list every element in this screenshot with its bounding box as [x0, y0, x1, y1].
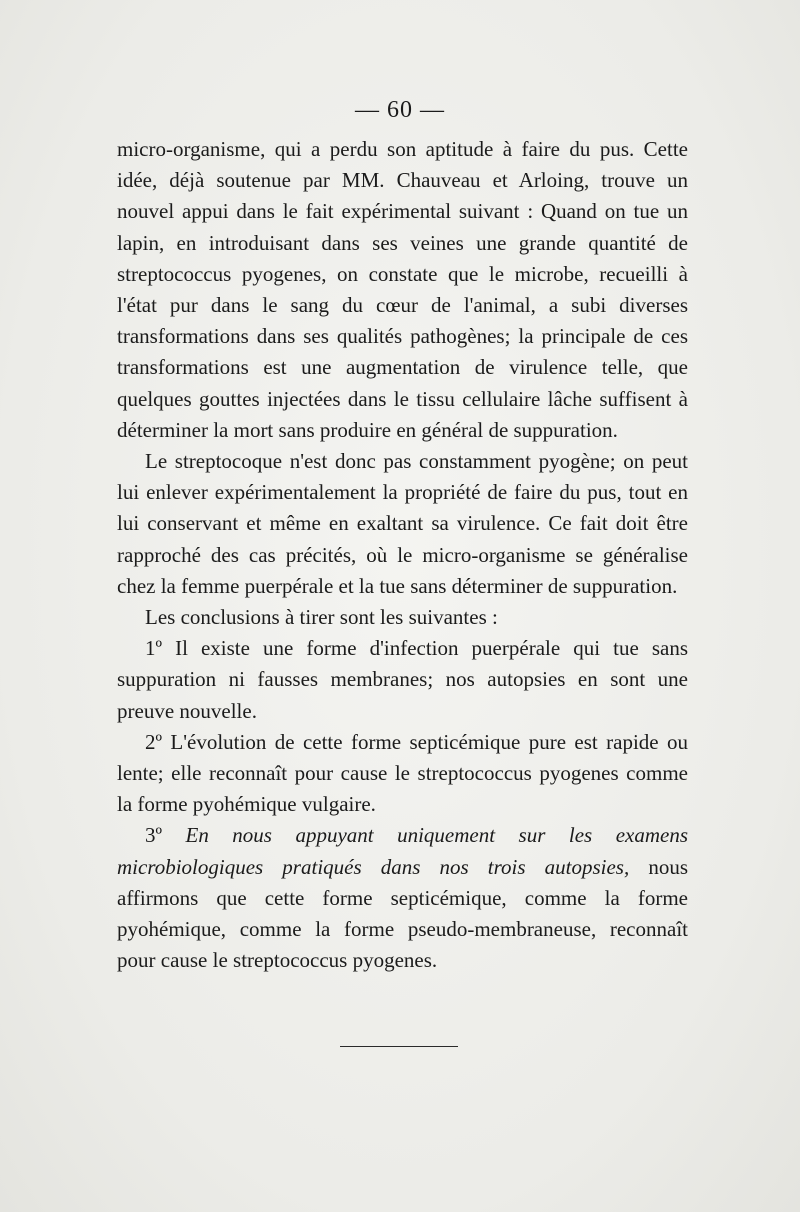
- paragraph-conclusions-intro: Les conclusions à tirer sont les suivantes :: [145, 605, 498, 630]
- paragraph-streptocoque: Le streptocoque n'est donc pas constamment pyogène; on peut lui enlever expérimentalement la propriété de faire du pus, tout en lui conservant et même en exaltant sa virulence. Ce fait doit être rapproché des cas précités, où le micro-organisme se généralise chez la femme puerpérale et la tue sans déterminer de suppuration.: [117, 449, 688, 598]
- paragraph-continuation: micro-organisme, qui a perdu son aptitude à faire du pus. Cette idée, déjà soutenue par MM. Chauveau et Arloing, trouve un nouvel appui dans le fait expérimental suivant : Quand on tue un lapin, en introduisant dans ses veines une grande quantité de streptococcus pyogenes, on constate que le microbe, recueilli à l'état pur dans le sang du cœur de l'animal, a subi diverses transformations dans ses qualités pathogènes; la principale de ces transformations est une augmentation de virulence telle, que quelques gouttes injectées dans le tissu cellulaire lâche suffisent à déterminer la mort sans produire en général de suppuration.: [117, 137, 688, 442]
- body-text: [117, 134, 688, 976]
- page-number: — 60 —: [355, 97, 445, 123]
- conclusion-3-rest: nous affirmons que cette forme septicémique, comme la forme pyohémique, comme la forme pseudo-membraneuse, reconnaît pour cause le streptococcus pyogenes.: [117, 854, 689, 973]
- conclusion-3: [117, 820, 688, 976]
- conclusion-1: 1º Il existe une forme d'infection puerpérale qui tue sans suppuration ni fausses membranes; nos autopsies en sont une preuve nouvelle.: [117, 636, 688, 723]
- conclusion-2: 2º L'évolution de cette forme septicémique pure est rapide ou lente; elle reconnaît pour cause le streptococcus pyogenes comme la forme pyohémique vulgaire.: [117, 729, 688, 817]
- end-rule: [340, 1046, 458, 1047]
- conclusion-3-italic: En nous appuyant uniquement sur les examens microbiologiques pratiqués dans nos trois autopsies,: [117, 823, 688, 879]
- conclusion-3-number: 3º: [145, 823, 163, 848]
